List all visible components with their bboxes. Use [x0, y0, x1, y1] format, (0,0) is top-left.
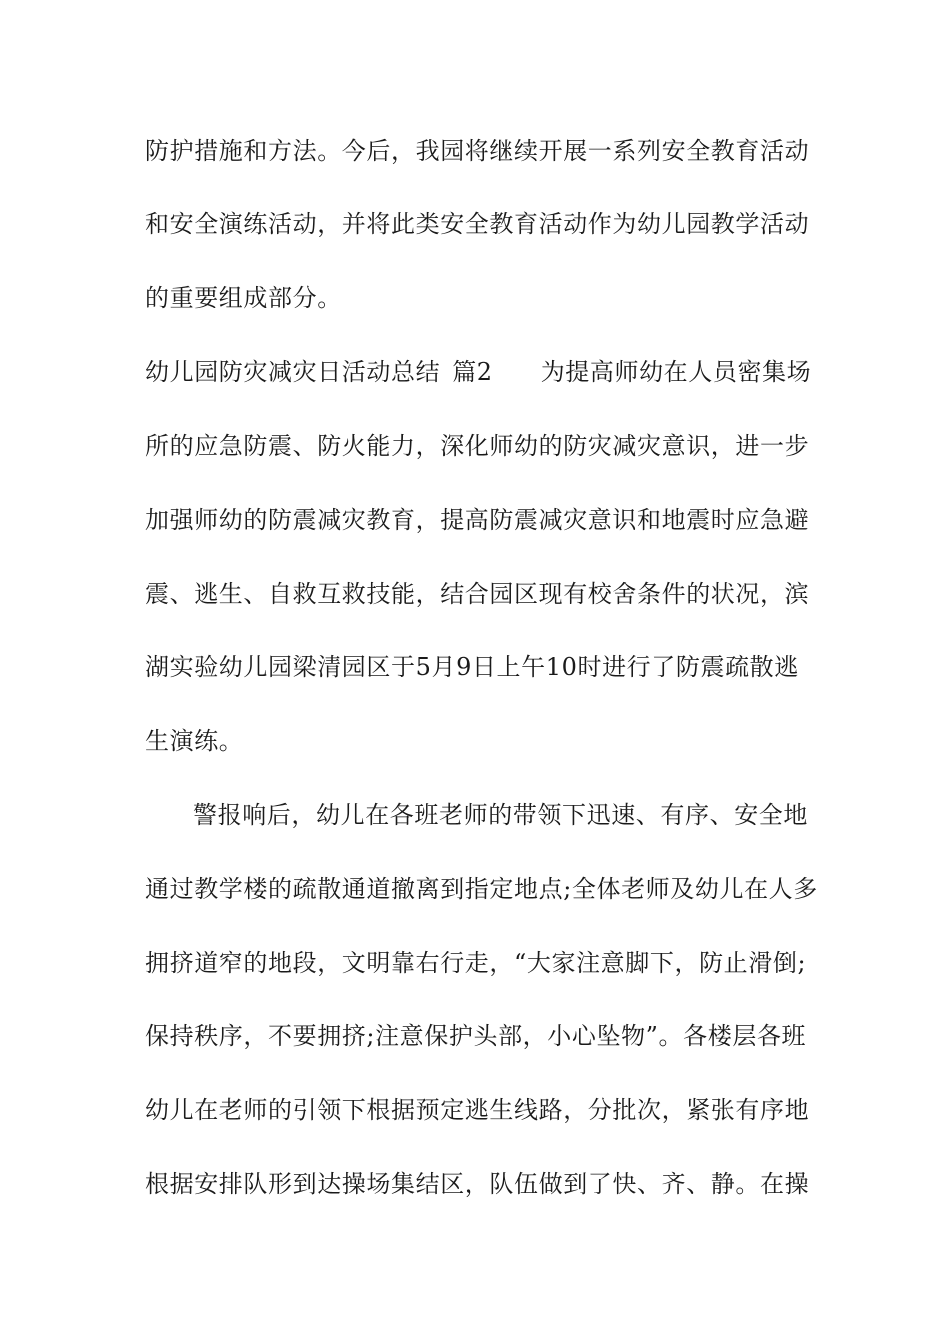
text-line: 湖实验幼儿园梁清园区于5月9日上午10时进行了防震疏散逃 — [145, 653, 799, 681]
text-line: 震、逃生、自救互救技能，结合园区现有校舍条件的状况，滨 — [145, 580, 810, 608]
section-heading-line — [145, 357, 811, 387]
text-line: 和安全演练活动，并将此类安全教育活动作为幼儿园教学活动 — [145, 210, 810, 238]
text-line: 拥挤道窄的地段，文明靠右行走，“大家注意脚下，防止滑倒; — [145, 949, 807, 977]
text-line: 所的应急防震、防火能力，深化师幼的防灾减灾意识，进一步 — [145, 432, 810, 460]
section-lead-text: 为提高师幼在人员密集场 — [540, 358, 812, 386]
text-line: 的重要组成部分。 — [145, 284, 342, 312]
text-line: 通过教学楼的疏散通道撤离到指定地点;全体老师及幼儿在人多 — [145, 875, 818, 903]
text-line: 生演练。 — [145, 727, 244, 755]
section-number: 篇2 — [452, 358, 493, 386]
section-title: 幼儿园防灾减灾日活动总结 — [145, 358, 441, 386]
text-line: 保持秩序，不要拥挤;注意保护头部，小心坠物”。各楼层各班 — [145, 1022, 807, 1050]
paragraph-first-line: 警报响后，幼儿在各班老师的带领下迅速、有序、安全地 — [193, 801, 808, 829]
text-line: 加强师幼的防震减灾教育，提高防震减灾意识和地震时应急避 — [145, 506, 810, 534]
text-line: 防护措施和方法。今后，我园将继续开展一系列安全教育活动 — [145, 137, 810, 165]
text-line: 幼儿在老师的引领下根据预定逃生线路，分批次，紧张有序地 — [145, 1096, 810, 1124]
text-line: 根据安排队形到达操场集结区，队伍做到了快、齐、静。在操 — [145, 1170, 810, 1198]
